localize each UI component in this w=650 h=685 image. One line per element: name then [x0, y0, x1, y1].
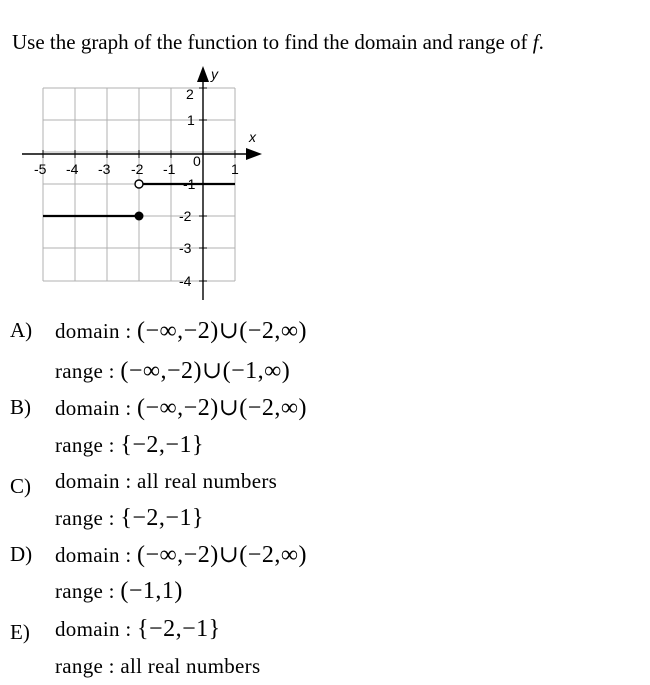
domain-label: domain : all real numbers [55, 469, 278, 493]
choice-d-range [55, 578, 183, 605]
choice-e-range [55, 653, 260, 680]
range-value: (−∞,−2)∪(−1,∞) [120, 358, 291, 384]
domain-value: (−∞,−2)∪(−2,∞) [137, 318, 307, 344]
range-label: range : [55, 579, 121, 603]
range-label: range : [55, 359, 121, 383]
x-tick-label: -3 [98, 161, 111, 177]
domain-label: domain : [55, 319, 138, 343]
function-name: f [532, 30, 539, 54]
x-tick-label: 0 [193, 153, 201, 169]
choice-letter[interactable]: E) [10, 620, 30, 644]
x-tick-label: -2 [131, 161, 144, 177]
x-tick-label: -1 [163, 161, 176, 177]
axes [22, 74, 248, 300]
y-tick-label: 2 [186, 86, 194, 102]
x-axis-arrow [246, 148, 262, 160]
question-period: . [538, 30, 544, 54]
choice-b-range [55, 432, 204, 459]
choice-d-domain [55, 540, 307, 569]
y-tick-label: -4 [179, 273, 192, 289]
x-tick-label: 1 [231, 161, 239, 177]
function-graph [0, 0, 650, 310]
x-tick-label: -4 [66, 161, 79, 177]
y-axis-arrow [197, 66, 209, 82]
range-value: {−2,−1} [120, 505, 204, 531]
question-main: Use the graph of the function to find the domain and range of [12, 30, 533, 54]
domain-label: domain : [55, 396, 138, 420]
closed-point [135, 212, 144, 221]
choice-a-range [55, 356, 290, 385]
choice-letter[interactable]: D) [10, 542, 33, 566]
range-label: range : [55, 506, 121, 530]
choice-e-domain [55, 616, 221, 643]
domain-label: domain : [55, 617, 138, 641]
domain-label: domain : [55, 543, 138, 567]
y-axis-label: y [211, 66, 218, 82]
y-tick-label: -1 [183, 176, 196, 192]
range-label: range : all real numbers [55, 654, 261, 678]
domain-value: {−2,−1} [137, 616, 221, 642]
x-axis-label: x [249, 129, 256, 145]
domain-value: (−∞,−2)∪(−2,∞) [137, 542, 307, 568]
choice-b-domain [55, 393, 307, 422]
range-value: {−2,−1} [120, 432, 204, 458]
range-label: range : [55, 433, 121, 457]
y-tick-label: -3 [179, 240, 192, 256]
choice-letter[interactable]: C) [10, 474, 31, 498]
y-tick-label: 1 [187, 112, 195, 128]
range-value: (−1,1) [120, 578, 183, 604]
x-tick-label: -5 [34, 161, 47, 177]
choice-c-domain [55, 468, 277, 495]
choice-a-domain [55, 316, 307, 345]
domain-value: (−∞,−2)∪(−2,∞) [137, 395, 307, 421]
y-tick-label: -2 [179, 208, 192, 224]
choice-letter[interactable]: A) [10, 318, 33, 342]
choice-letter[interactable]: B) [10, 395, 31, 419]
choice-c-range [55, 505, 204, 532]
open-point [135, 180, 143, 188]
